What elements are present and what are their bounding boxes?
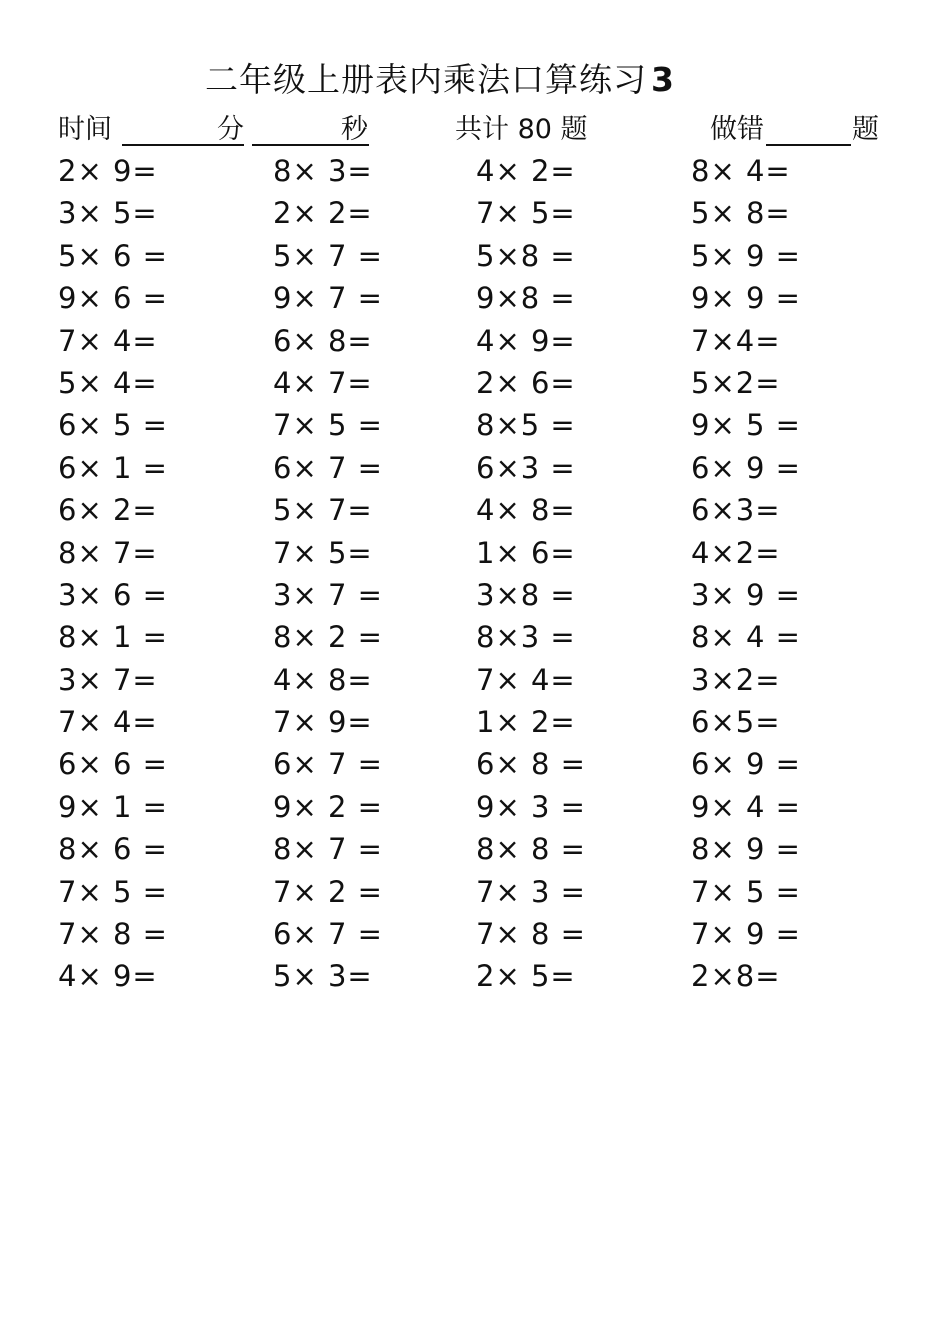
problem-item: 6×5= — [691, 705, 781, 740]
problem-item: 3× 6 = — [58, 577, 168, 612]
problem-item: 7× 8 = — [58, 917, 168, 952]
problem-item: 9× 9 = — [691, 281, 801, 316]
problem-row — [0, 786, 950, 828]
problem-item: 7×4= — [691, 323, 781, 358]
problem-row — [0, 828, 950, 870]
problem-item: 7× 5 = — [273, 408, 383, 443]
problem-item: 7× 4= — [476, 662, 576, 697]
problem-row — [0, 701, 950, 743]
problem-item: 6× 1 = — [58, 450, 168, 485]
problem-item: 7× 5 = — [691, 874, 801, 909]
problem-item: 9× 6 = — [58, 281, 168, 316]
time-label: 时间 — [58, 114, 112, 145]
problem-item: 4× 9= — [476, 323, 576, 358]
problem-item: 8× 7= — [58, 535, 158, 570]
problem-item: 5× 7= — [273, 493, 373, 528]
problem-item: 5× 4= — [58, 365, 158, 400]
problem-item: 6× 7 = — [273, 917, 383, 952]
problem-item: 6×3= — [691, 493, 781, 528]
problem-item: 8×5 = — [476, 408, 576, 443]
problem-row — [0, 150, 950, 192]
problem-item: 7× 4= — [58, 323, 158, 358]
problem-item: 5×8 = — [476, 238, 576, 273]
problem-item: 1× 2= — [476, 705, 576, 740]
problem-item: 8× 9 = — [691, 832, 801, 867]
problem-item: 8× 8 = — [476, 832, 586, 867]
problem-item: 9× 5 = — [691, 408, 801, 443]
problem-item: 3× 5= — [58, 196, 158, 231]
wrong-count-blank[interactable] — [766, 144, 851, 146]
problem-item: 4× 7= — [273, 365, 373, 400]
problem-item: 8× 4= — [691, 154, 791, 188]
problem-item: 6× 2= — [58, 493, 158, 528]
problem-item: 5×2= — [691, 365, 781, 400]
problem-item: 6× 5 = — [58, 408, 168, 443]
problem-item: 2× 2= — [273, 196, 373, 231]
problem-row — [0, 447, 950, 489]
problem-item: 8× 7 = — [273, 832, 383, 867]
problem-item: 9×8 = — [476, 281, 576, 316]
problem-item: 3× 7 = — [273, 577, 383, 612]
seconds-label: 秒 — [341, 114, 368, 145]
problem-item: 6× 9 = — [691, 747, 801, 782]
problem-item: 7× 5= — [273, 535, 373, 570]
problem-item: 8×3 = — [476, 620, 576, 655]
problem-item: 2× 5= — [476, 959, 576, 994]
problem-item: 5× 7 = — [273, 238, 383, 273]
problem-row — [0, 955, 950, 997]
page-title — [0, 58, 880, 102]
title-text: 二年级上册表内乘法口算练习 — [205, 60, 648, 99]
problem-item: 7× 8 = — [476, 917, 586, 952]
problem-item: 1× 6= — [476, 535, 576, 570]
problem-item: 6× 8= — [273, 323, 373, 358]
problem-item: 6×3 = — [476, 450, 576, 485]
problem-row — [0, 616, 950, 658]
problem-row — [0, 913, 950, 955]
problem-item: 8× 2 = — [273, 620, 383, 655]
problem-row — [0, 404, 950, 446]
problem-row — [0, 489, 950, 531]
problem-item: 4×2= — [691, 535, 781, 570]
problem-item: 4× 8= — [273, 662, 373, 697]
problem-item: 8× 1 = — [58, 620, 168, 655]
problem-row — [0, 574, 950, 616]
problem-item: 2× 6= — [476, 365, 576, 400]
problem-item: 9× 1 = — [58, 789, 168, 824]
problem-item: 7× 9= — [273, 705, 373, 740]
problem-item: 5× 8= — [691, 196, 791, 231]
problem-item: 8× 4 = — [691, 620, 801, 655]
problem-item: 9× 7 = — [273, 281, 383, 316]
problem-item: 6× 7 = — [273, 450, 383, 485]
problem-item: 6× 9 = — [691, 450, 801, 485]
problem-item: 6× 8 = — [476, 747, 586, 782]
problem-item: 6× 6 = — [58, 747, 168, 782]
problem-row — [0, 362, 950, 404]
problem-item: 4× 9= — [58, 959, 158, 994]
problem-item: 3×8 = — [476, 577, 576, 612]
problem-item: 5× 3= — [273, 959, 373, 994]
problem-item: 5× 6 = — [58, 238, 168, 273]
problem-item: 2× 9= — [58, 154, 158, 188]
problem-item: 5× 9 = — [691, 238, 801, 273]
problem-grid — [0, 150, 950, 998]
problem-item: 7× 2 = — [273, 874, 383, 909]
problem-item: 7× 3 = — [476, 874, 586, 909]
problem-row — [0, 743, 950, 785]
problem-row — [0, 659, 950, 701]
problem-row — [0, 277, 950, 319]
total-label: 共计 80 题 — [455, 114, 588, 145]
problem-item: 7× 5 = — [58, 874, 168, 909]
problem-item: 3× 7= — [58, 662, 158, 697]
problem-item: 9× 3 = — [476, 789, 586, 824]
problem-item: 8× 3= — [273, 154, 373, 188]
problem-row — [0, 320, 950, 362]
info-row — [0, 110, 950, 150]
problem-item: 2×8= — [691, 959, 781, 994]
wrong-label: 做错 — [710, 114, 764, 145]
problem-item: 7× 9 = — [691, 917, 801, 952]
problem-row — [0, 192, 950, 234]
wrong-suffix: 题 — [852, 114, 879, 145]
problem-row — [0, 235, 950, 277]
problem-item: 8× 6 = — [58, 832, 168, 867]
problem-item: 9× 2 = — [273, 789, 383, 824]
problem-row — [0, 871, 950, 913]
title-number: 3 — [651, 60, 675, 99]
problem-item: 3× 9 = — [691, 577, 801, 612]
problem-item: 9× 4 = — [691, 789, 801, 824]
problem-item: 6× 7 = — [273, 747, 383, 782]
problem-item: 4× 2= — [476, 154, 576, 188]
problem-item: 7× 5= — [476, 196, 576, 231]
problem-item: 7× 4= — [58, 705, 158, 740]
problem-row — [0, 532, 950, 574]
minutes-label: 分 — [217, 114, 244, 145]
problem-item: 4× 8= — [476, 493, 576, 528]
problem-item: 3×2= — [691, 662, 781, 697]
